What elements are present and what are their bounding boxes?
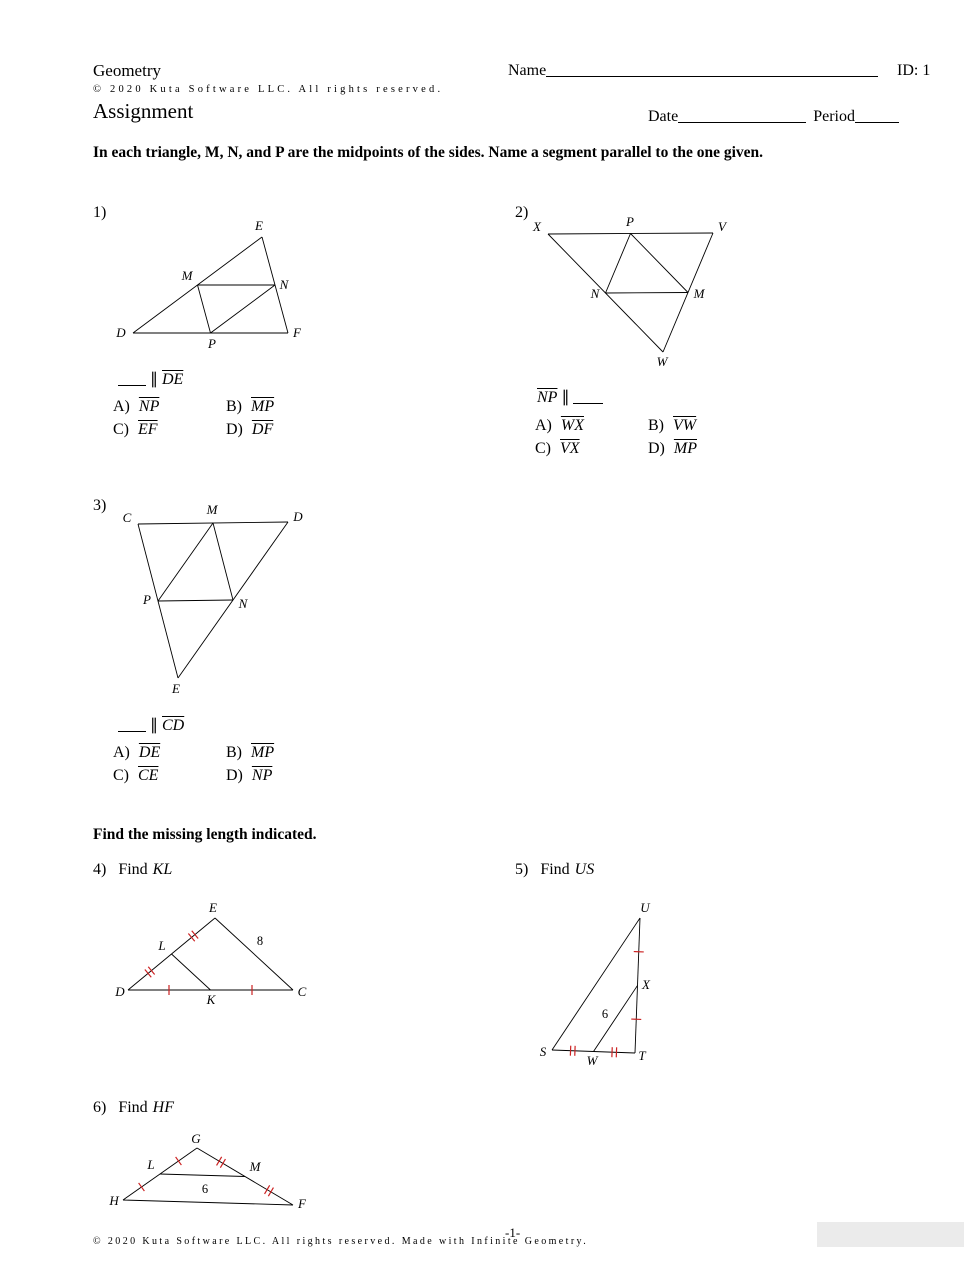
vertex-label-f: F: [298, 1196, 306, 1211]
choice-segment: $\overline{NP}$: [251, 767, 273, 784]
triangle-diagram-4: [115, 900, 310, 1010]
q3-choices: [113, 743, 346, 785]
q5-prompt: Find: [540, 861, 570, 878]
choice-key: C): [113, 421, 129, 438]
q1-parallel-symbol: ∥: [150, 371, 158, 388]
vertex-label-x: X: [533, 219, 541, 234]
choice-key: A): [113, 398, 130, 415]
q6-prompt: Find: [118, 1099, 148, 1116]
triangle-diagram-2: [525, 214, 735, 369]
q1-choice-a: [113, 397, 226, 416]
scan-artifact-box: [817, 1222, 964, 1247]
triangle-diagram-5: [535, 900, 670, 1070]
subject-label: Geometry: [93, 61, 161, 80]
vertex-label-d: D: [116, 325, 126, 340]
q2-parallel-symbol: ∥: [561, 389, 570, 406]
choice-segment: $\overline{EF}$: [138, 421, 158, 438]
choice-key: D): [226, 767, 243, 784]
q1-choice-c: [113, 420, 226, 439]
midpoint-label-m: M: [693, 286, 705, 301]
q2-choice-d: [648, 439, 768, 458]
vertex-label-w: W: [656, 354, 668, 369]
q3-choice-d: [226, 766, 346, 785]
date-period-field: [648, 108, 899, 126]
q3-stem: [118, 715, 184, 735]
q1-number: 1): [93, 204, 107, 221]
choice-segment: $\overline{VX}$: [560, 440, 580, 457]
midpoint-label-n: N: [238, 596, 248, 611]
length-label: 6: [201, 1182, 209, 1196]
q5-target: US: [574, 861, 595, 878]
midpoint-label-p: P: [626, 214, 634, 229]
q2-given-segment: $\overline{NP}$: [537, 389, 558, 406]
vertex-label-e: E: [172, 681, 180, 696]
q2-stem: [537, 387, 603, 407]
triangle-4-lines: [128, 918, 293, 990]
choice-segment: $\overline{MP}$: [673, 440, 697, 457]
vertex-label-c: C: [122, 510, 132, 525]
vertex-label-d: D: [115, 984, 125, 999]
midpoint-label-k: K: [206, 992, 216, 1007]
q4-number: 4): [93, 861, 107, 878]
choice-segment: $\overline{VW}$: [673, 417, 697, 434]
q2-number: 2): [515, 204, 529, 221]
triangle-diagram-6: [109, 1131, 310, 1217]
period-line: [855, 108, 899, 123]
date-line: [678, 108, 806, 123]
choice-key: D): [226, 421, 243, 438]
choice-key: C): [535, 440, 551, 457]
triangle-2-lines: [548, 233, 713, 352]
choice-key: B): [226, 744, 242, 761]
vertex-label-e: E: [209, 900, 217, 915]
vertex-label-d: D: [293, 509, 303, 524]
q2-choice-b: [648, 416, 768, 435]
choice-segment: $\overline{MP}$: [251, 744, 275, 761]
id-label: ID: 1: [897, 62, 931, 79]
footer-copyright: © 2020 Kuta Software LLC. All rights reserved. Made with Infinite Geometry.: [93, 1236, 589, 1247]
q4-prompt: Find: [118, 861, 148, 878]
date-label: Date: [648, 108, 679, 125]
q2-choices: [535, 416, 768, 458]
vertex-label-v: V: [718, 219, 726, 234]
triangle-diagram-3: [115, 502, 305, 697]
choice-segment: $\overline{MP}$: [251, 398, 275, 415]
choice-segment: $\overline{NP}$: [138, 398, 160, 415]
midpoint-label-p: P: [208, 336, 216, 351]
choice-key: A): [113, 744, 130, 761]
vertex-label-e: E: [255, 218, 263, 233]
q4-title: [93, 861, 172, 879]
q1-choice-b: [226, 397, 346, 416]
q1-answer-blank: [118, 370, 146, 386]
length-label: 6: [601, 1007, 609, 1021]
vertex-label-h: H: [109, 1193, 119, 1208]
midpoint-label-l: L: [158, 938, 166, 953]
q2-answer-blank: [573, 388, 603, 404]
q3-choice-c: [113, 766, 226, 785]
midpoint-label-w: W: [586, 1053, 598, 1068]
q3-answer-blank: [118, 716, 146, 732]
length-instructions: Find the missing length indicated.: [93, 826, 317, 843]
q2-choice-c: [535, 439, 648, 458]
q3-number: 3): [93, 497, 107, 514]
name-label: Name: [508, 62, 547, 79]
name-field: [508, 62, 878, 80]
header-copyright: © 2020 Kuta Software LLC. All rights reserved.: [93, 84, 444, 95]
midpoint-label-n: N: [279, 277, 289, 292]
choice-segment: $\overline{DF}$: [251, 421, 274, 438]
midpoint-label-x: X: [642, 977, 650, 992]
choice-segment: $\overline{CE}$: [138, 767, 159, 784]
choice-segment: $\overline{DE}$: [138, 744, 161, 761]
q3-choice-a: [113, 743, 226, 762]
q3-choice-b: [226, 743, 346, 762]
page-number: -1-: [505, 1225, 521, 1240]
midsegment-instructions: In each triangle, M, N, and P are the midpoints of the sides. Name a segment parallel to the one given.: [93, 144, 764, 161]
triangle-5-lines: [552, 918, 640, 1053]
choice-key: A): [535, 417, 552, 434]
vertex-label-s: S: [539, 1044, 547, 1059]
choice-key: C): [113, 767, 129, 784]
q1-choice-d: [226, 420, 346, 439]
q3-given-segment: $\overline{CD}$: [162, 717, 185, 734]
midpoint-label-m: M: [181, 268, 193, 283]
q5-number: 5): [515, 861, 529, 878]
period-label: Period: [813, 108, 855, 125]
vertex-label-u: U: [640, 900, 650, 915]
midpoint-label-m: M: [249, 1159, 261, 1174]
vertex-label-g: G: [191, 1131, 201, 1146]
q3-parallel-symbol: ∥: [150, 717, 158, 734]
q1-given-segment: $\overline{DE}$: [162, 371, 184, 388]
midpoint-label-m: M: [206, 502, 218, 517]
choice-key: D): [648, 440, 665, 457]
triangle-diagram-1: [110, 218, 310, 358]
q1-stem: [118, 369, 183, 389]
q1-choices: [113, 397, 346, 439]
triangle-3-lines: [138, 522, 288, 678]
choice-key: B): [648, 417, 664, 434]
vertex-label-c: C: [297, 984, 307, 999]
q6-title: [93, 1099, 174, 1117]
midpoint-label-l: L: [147, 1157, 155, 1172]
midpoint-label-p: P: [143, 592, 151, 607]
page-title: Assignment: [93, 99, 194, 123]
choice-key: B): [226, 398, 242, 415]
vertex-label-f: F: [293, 325, 301, 340]
triangle-1-lines: [133, 237, 288, 333]
q6-number: 6): [93, 1099, 107, 1116]
midpoint-label-n: N: [590, 286, 600, 301]
q4-target: KL: [152, 861, 173, 878]
length-label: 8: [256, 934, 264, 948]
name-line: [546, 62, 878, 77]
vertex-label-t: T: [638, 1048, 646, 1063]
choice-segment: $\overline{WX}$: [560, 417, 584, 434]
q5-title: [515, 861, 594, 879]
q6-target: HF: [152, 1099, 174, 1116]
q2-choice-a: [535, 416, 648, 435]
